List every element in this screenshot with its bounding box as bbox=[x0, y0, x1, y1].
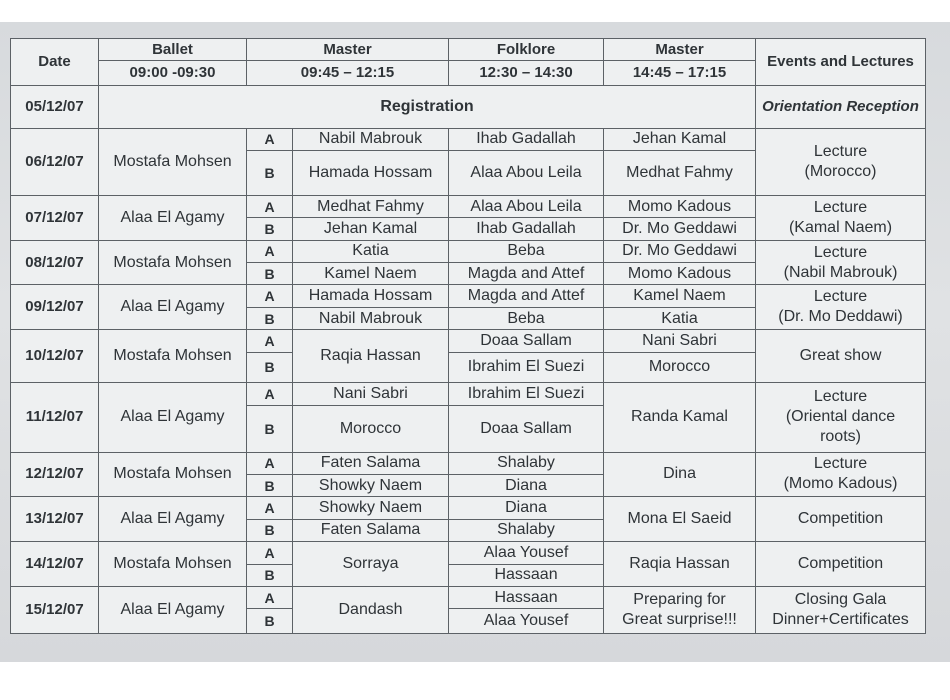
group-b-label: B bbox=[247, 352, 293, 383]
folklore-cell: Alaa Yousef bbox=[449, 542, 604, 564]
group-b-label: B bbox=[247, 405, 293, 452]
master2-cell: Medhat Fahmy bbox=[604, 151, 756, 196]
events-cell: Competition bbox=[756, 542, 926, 587]
row-date: 14/12/07 bbox=[11, 542, 99, 587]
table-row bbox=[11, 330, 926, 352]
events-cell: Lecture (Oriental dance roots) bbox=[756, 383, 926, 452]
folklore-cell: Beba bbox=[449, 307, 604, 329]
ballet-cell: Alaa El Agamy bbox=[99, 383, 247, 452]
master-cell: Faten Salama bbox=[293, 519, 449, 541]
events-cell: Lecture (Momo Kadous) bbox=[756, 452, 926, 497]
master2-cell: Nani Sabri bbox=[604, 330, 756, 352]
ballet-cell: Mostafa Mohsen bbox=[99, 330, 247, 383]
master-cell: Showky Naem bbox=[293, 474, 449, 496]
row-date: 11/12/07 bbox=[11, 383, 99, 452]
header-ballet: Ballet bbox=[99, 39, 247, 61]
master-cell: Jehan Kamal bbox=[293, 218, 449, 240]
header-folklore-time: 12:30 – 14:30 bbox=[449, 61, 604, 85]
master2-cell: Katia bbox=[604, 307, 756, 329]
header-master-2-time: 14:45 – 17:15 bbox=[604, 61, 756, 85]
group-a-label: A bbox=[247, 240, 293, 262]
master2-cell: Raqia Hassan bbox=[604, 542, 756, 587]
folklore-cell: Hassaan bbox=[449, 586, 604, 608]
folklore-cell: Hassaan bbox=[449, 564, 604, 586]
master-cell: Raqia Hassan bbox=[293, 330, 449, 383]
group-b-label: B bbox=[247, 263, 293, 285]
events-cell: Competition bbox=[756, 497, 926, 542]
master2-cell: Dr. Mo Geddawi bbox=[604, 240, 756, 262]
group-a-label: A bbox=[247, 383, 293, 405]
master2-cell: Jehan Kamal bbox=[604, 128, 756, 150]
events-cell: Lecture (Morocco) bbox=[756, 128, 926, 195]
master-cell: Showky Naem bbox=[293, 497, 449, 519]
folklore-cell: Alaa Abou Leila bbox=[449, 151, 604, 196]
group-a-label: A bbox=[247, 128, 293, 150]
group-a-label: A bbox=[247, 586, 293, 608]
header-date: Date bbox=[11, 39, 99, 86]
ballet-cell: Mostafa Mohsen bbox=[99, 542, 247, 587]
group-b-label: B bbox=[247, 307, 293, 329]
master-cell: Nabil Mabrouk bbox=[293, 128, 449, 150]
folklore-cell: Ihab Gadallah bbox=[449, 218, 604, 240]
header-row bbox=[11, 39, 926, 61]
row-date: 10/12/07 bbox=[11, 330, 99, 383]
master2-cell: Preparing for Great surprise!!! bbox=[604, 586, 756, 633]
ballet-cell: Alaa El Agamy bbox=[99, 285, 247, 330]
folklore-cell: Ibrahim El Suezi bbox=[449, 383, 604, 405]
table-row bbox=[11, 383, 926, 405]
ballet-cell: Alaa El Agamy bbox=[99, 497, 247, 542]
table-row bbox=[11, 452, 926, 474]
events-cell: Closing Gala Dinner+Certificates bbox=[756, 586, 926, 633]
group-b-label: B bbox=[247, 564, 293, 586]
header-folklore: Folklore bbox=[449, 39, 604, 61]
header-master-2: Master bbox=[604, 39, 756, 61]
folklore-cell: Ibrahim El Suezi bbox=[449, 352, 604, 383]
folklore-cell: Shalaby bbox=[449, 452, 604, 474]
master-cell: Sorraya bbox=[293, 542, 449, 587]
row-date: 09/12/07 bbox=[11, 285, 99, 330]
master2-cell: Randa Kamal bbox=[604, 383, 756, 452]
master2-cell: Dina bbox=[604, 452, 756, 497]
master-cell: Medhat Fahmy bbox=[293, 195, 449, 217]
events-cell: Great show bbox=[756, 330, 926, 383]
events-cell: Lecture (Kamal Naem) bbox=[756, 195, 926, 240]
ballet-cell: Alaa El Agamy bbox=[99, 586, 247, 633]
ballet-cell: Alaa El Agamy bbox=[99, 195, 247, 240]
master-cell: Hamada Hossam bbox=[293, 151, 449, 196]
table-row bbox=[11, 85, 926, 128]
header-events: Events and Lectures bbox=[756, 39, 926, 86]
folklore-cell: Doaa Sallam bbox=[449, 330, 604, 352]
master2-cell: Kamel Naem bbox=[604, 285, 756, 307]
group-a-label: A bbox=[247, 195, 293, 217]
header-ballet-time: 09:00 -09:30 bbox=[99, 61, 247, 85]
folklore-cell: Doaa Sallam bbox=[449, 405, 604, 452]
group-b-label: B bbox=[247, 218, 293, 240]
master-cell: Hamada Hossam bbox=[293, 285, 449, 307]
row-date: 15/12/07 bbox=[11, 586, 99, 633]
folklore-cell: Diana bbox=[449, 474, 604, 496]
folklore-cell: Ihab Gadallah bbox=[449, 128, 604, 150]
master-cell: Nani Sabri bbox=[293, 383, 449, 405]
master-cell: Morocco bbox=[293, 405, 449, 452]
row-date: 06/12/07 bbox=[11, 128, 99, 195]
folklore-cell: Magda and Attef bbox=[449, 263, 604, 285]
group-b-label: B bbox=[247, 474, 293, 496]
schedule-sheet bbox=[10, 38, 925, 634]
master-cell: Faten Salama bbox=[293, 452, 449, 474]
folklore-cell: Beba bbox=[449, 240, 604, 262]
events-cell: Lecture (Nabil Mabrouk) bbox=[756, 240, 926, 285]
events-cell: Lecture (Dr. Mo Deddawi) bbox=[756, 285, 926, 330]
table-row bbox=[11, 586, 926, 608]
folklore-cell: Magda and Attef bbox=[449, 285, 604, 307]
row-date: 13/12/07 bbox=[11, 497, 99, 542]
master-cell: Katia bbox=[293, 240, 449, 262]
group-a-label: A bbox=[247, 285, 293, 307]
ballet-cell: Mostafa Mohsen bbox=[99, 240, 247, 285]
row-date: 08/12/07 bbox=[11, 240, 99, 285]
row-date: 05/12/07 bbox=[11, 85, 99, 128]
master2-cell: Dr. Mo Geddawi bbox=[604, 218, 756, 240]
group-b-label: B bbox=[247, 151, 293, 196]
row-date: 12/12/07 bbox=[11, 452, 99, 497]
table-row bbox=[11, 128, 926, 150]
ballet-cell: Mostafa Mohsen bbox=[99, 128, 247, 195]
group-b-label: B bbox=[247, 609, 293, 634]
group-b-label: B bbox=[247, 519, 293, 541]
group-a-label: A bbox=[247, 542, 293, 564]
group-a-label: A bbox=[247, 497, 293, 519]
master-cell: Dandash bbox=[293, 586, 449, 633]
table-row bbox=[11, 497, 926, 519]
folklore-cell: Shalaby bbox=[449, 519, 604, 541]
registration-cell: Registration bbox=[99, 85, 756, 128]
header-master-time: 09:45 – 12:15 bbox=[247, 61, 449, 85]
table-row bbox=[11, 240, 926, 262]
master2-cell: Momo Kadous bbox=[604, 195, 756, 217]
ballet-cell: Mostafa Mohsen bbox=[99, 452, 247, 497]
header-master: Master bbox=[247, 39, 449, 61]
master2-cell: Morocco bbox=[604, 352, 756, 383]
master2-cell: Mona El Saeid bbox=[604, 497, 756, 542]
master2-cell: Momo Kadous bbox=[604, 263, 756, 285]
photo-background bbox=[0, 22, 950, 662]
group-a-label: A bbox=[247, 330, 293, 352]
row-date: 07/12/07 bbox=[11, 195, 99, 240]
table-row bbox=[11, 542, 926, 564]
group-a-label: A bbox=[247, 452, 293, 474]
master-cell: Nabil Mabrouk bbox=[293, 307, 449, 329]
folklore-cell: Diana bbox=[449, 497, 604, 519]
table-row bbox=[11, 285, 926, 307]
master-cell: Kamel Naem bbox=[293, 263, 449, 285]
folklore-cell: Alaa Abou Leila bbox=[449, 195, 604, 217]
folklore-cell: Alaa Yousef bbox=[449, 609, 604, 634]
events-cell: Orientation Reception bbox=[756, 85, 926, 128]
table-row bbox=[11, 195, 926, 217]
schedule-table bbox=[10, 38, 926, 634]
